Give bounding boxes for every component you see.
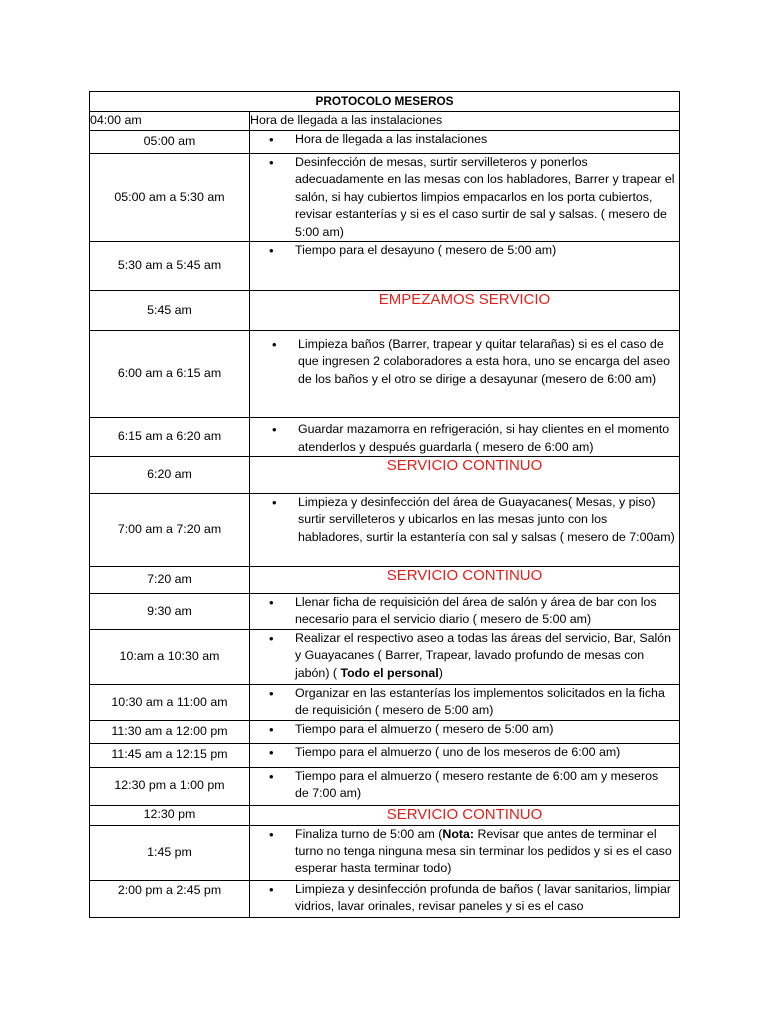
table-row [90,767,680,805]
bullet-icon: • [272,422,277,438]
activity-text: Tiempo para el desayuno ( mesero de 5:00 am) [295,243,557,258]
activity-cell [250,880,680,917]
table-row [90,684,680,720]
table-row [90,457,680,494]
section-heading: EMPEZAMOS SERVICIO [250,291,680,331]
time-cell: 11:45 am a 12:15 pm [90,743,250,767]
activity-cell [250,154,680,242]
bullet-icon: • [269,243,274,259]
activity-text: Tiempo para el almuerzo ( mesero restante de 6:00 am y meseros de 7:00 am) [295,768,659,801]
activity-text: Limpieza baños (Barrer, trapear y quitar telarañas) si es el caso de que ingresen 2 colaboradores a esta hora, uno se encarga del aseo de los baños y el otro se dirige a desayunar (mesero de 6:00 am) [298,337,670,386]
bullet-icon: • [272,495,277,511]
activity-cell: Hora de llegada a las instalaciones [250,112,680,131]
table-row [90,594,680,630]
bullet-icon: • [269,826,274,842]
activity-text-end: Revisar que antes de terminar el turno no tenga ninguna mesa sin terminar los pedidos y si es el caso esperar hasta terminar todo) [295,826,672,876]
table-row [90,743,680,767]
table-row [90,291,680,331]
activity-text-bold: Nota: [442,826,475,841]
table-row [90,331,680,418]
bullet-icon: • [269,744,274,760]
bullet-icon: • [272,337,277,353]
table-row [90,494,680,567]
protocol-table [89,91,680,918]
bullet-icon: • [269,881,274,897]
bullet-icon: • [269,630,274,646]
time-cell: 5:45 am [90,291,250,331]
table-row [90,805,680,825]
time-cell: 7:00 am a 7:20 am [90,494,250,567]
table-title: PROTOCOLO MESEROS [90,92,680,112]
bullet-icon: • [269,595,274,611]
activity-cell [250,331,680,418]
activity-cell [250,242,680,291]
activity-cell [250,767,680,805]
time-cell: 9:30 am [90,594,250,630]
table-row [90,242,680,291]
activity-text: Finaliza turno de 5:00 am ( [295,826,443,841]
time-cell: 1:45 pm [90,825,250,880]
time-cell: 10:am a 10:30 am [90,629,250,684]
table-row [90,418,680,457]
time-cell: 6:15 am a 6:20 am [90,418,250,457]
section-heading: SERVICIO CONTINUO [250,457,680,494]
activity-text: Desinfección de mesas, surtir servilleteros y ponerlos adecuadamente en las mesas con los habladores, Barrer y trapear el salón, si hay cubiertos limpios empacarlos en los porta cubiertos, revisar estanterías y si es el caso surtir de sal y salsas. ( mesero de 5:00 am) [295,155,675,239]
table-row [90,629,680,684]
activity-text: Guardar mazamorra en refrigeración, si hay clientes en el momento atenderlos y después guardarla ( mesero de 6:00 am) [298,422,670,454]
activity-cell [250,743,680,767]
time-cell: 12:30 pm a 1:00 pm [90,767,250,805]
time-cell: 11:30 am a 12:00 pm [90,720,250,743]
activity-text-bold: Todo el personal [340,665,439,680]
activity-text: Hora de llegada a las instalaciones [295,132,488,146]
table-row [90,567,680,594]
title-row [90,92,680,112]
bullet-icon: • [269,768,274,784]
time-cell: 05:00 am a 5:30 am [90,154,250,242]
time-cell: 2:00 pm a 2:45 pm [90,880,250,917]
activity-cell [250,418,680,457]
activity-text: Tiempo para el almuerzo ( uno de los meseros de 6:00 am) [295,744,621,759]
table-row [90,112,680,131]
activity-cell [250,684,680,720]
activity-text: Limpieza y desinfección del área de Guayacanes( Mesas, y piso) surtir servilleteros y ubicarlos en las mesas junto con los habladores, surtir la estantería con sal y salsas ( mesero de 7:00am) [298,495,675,544]
activity-text: Llenar ficha de requisición del área de salón y área de bar con los necesario para el servicio diario ( mesero de 5:00 am) [295,595,657,627]
bullet-icon: • [269,132,274,147]
time-cell: 5:30 am a 5:45 am [90,242,250,291]
bullet-icon: • [269,721,274,737]
section-heading: SERVICIO CONTINUO [250,805,680,825]
table-row [90,880,680,917]
table-row [90,131,680,154]
activity-cell [250,131,680,154]
activity-cell [250,720,680,743]
time-cell: 6:20 am [90,457,250,494]
activity-text: Organizar en las estanterías los implementos solicitados en la ficha de requisición ( mesero de 5:00 am) [295,685,665,718]
activity-text-end: ) [438,665,443,680]
activity-cell [250,494,680,567]
activity-text: Limpieza y desinfección profunda de baños ( lavar sanitarios, limpiar vidrios, lavar orinales, revisar paneles y si es el caso [295,881,672,914]
activity-cell [250,825,680,880]
time-cell: 05:00 am [90,131,250,154]
table-row [90,825,680,880]
activity-cell [250,594,680,630]
activity-text: Tiempo para el almuerzo ( mesero de 5:00 am) [295,721,554,736]
section-heading: SERVICIO CONTINUO [250,567,680,594]
table-row [90,154,680,242]
time-cell: 12:30 pm [90,805,250,825]
bullet-icon: • [269,685,274,701]
table-row [90,720,680,743]
time-cell: 04:00 am [90,112,250,131]
activity-cell [250,629,680,684]
activity-text: Realizar el respectivo aseo a todas las áreas del servicio, Bar, Salón y Guayacanes ( Barrer, Trapear, lavado profundo de mesas con jabón) ( [295,630,672,680]
time-cell: 7:20 am [90,567,250,594]
time-cell: 6:00 am a 6:15 am [90,331,250,418]
time-cell: 10:30 am a 11:00 am [90,684,250,720]
bullet-icon: • [269,155,274,170]
